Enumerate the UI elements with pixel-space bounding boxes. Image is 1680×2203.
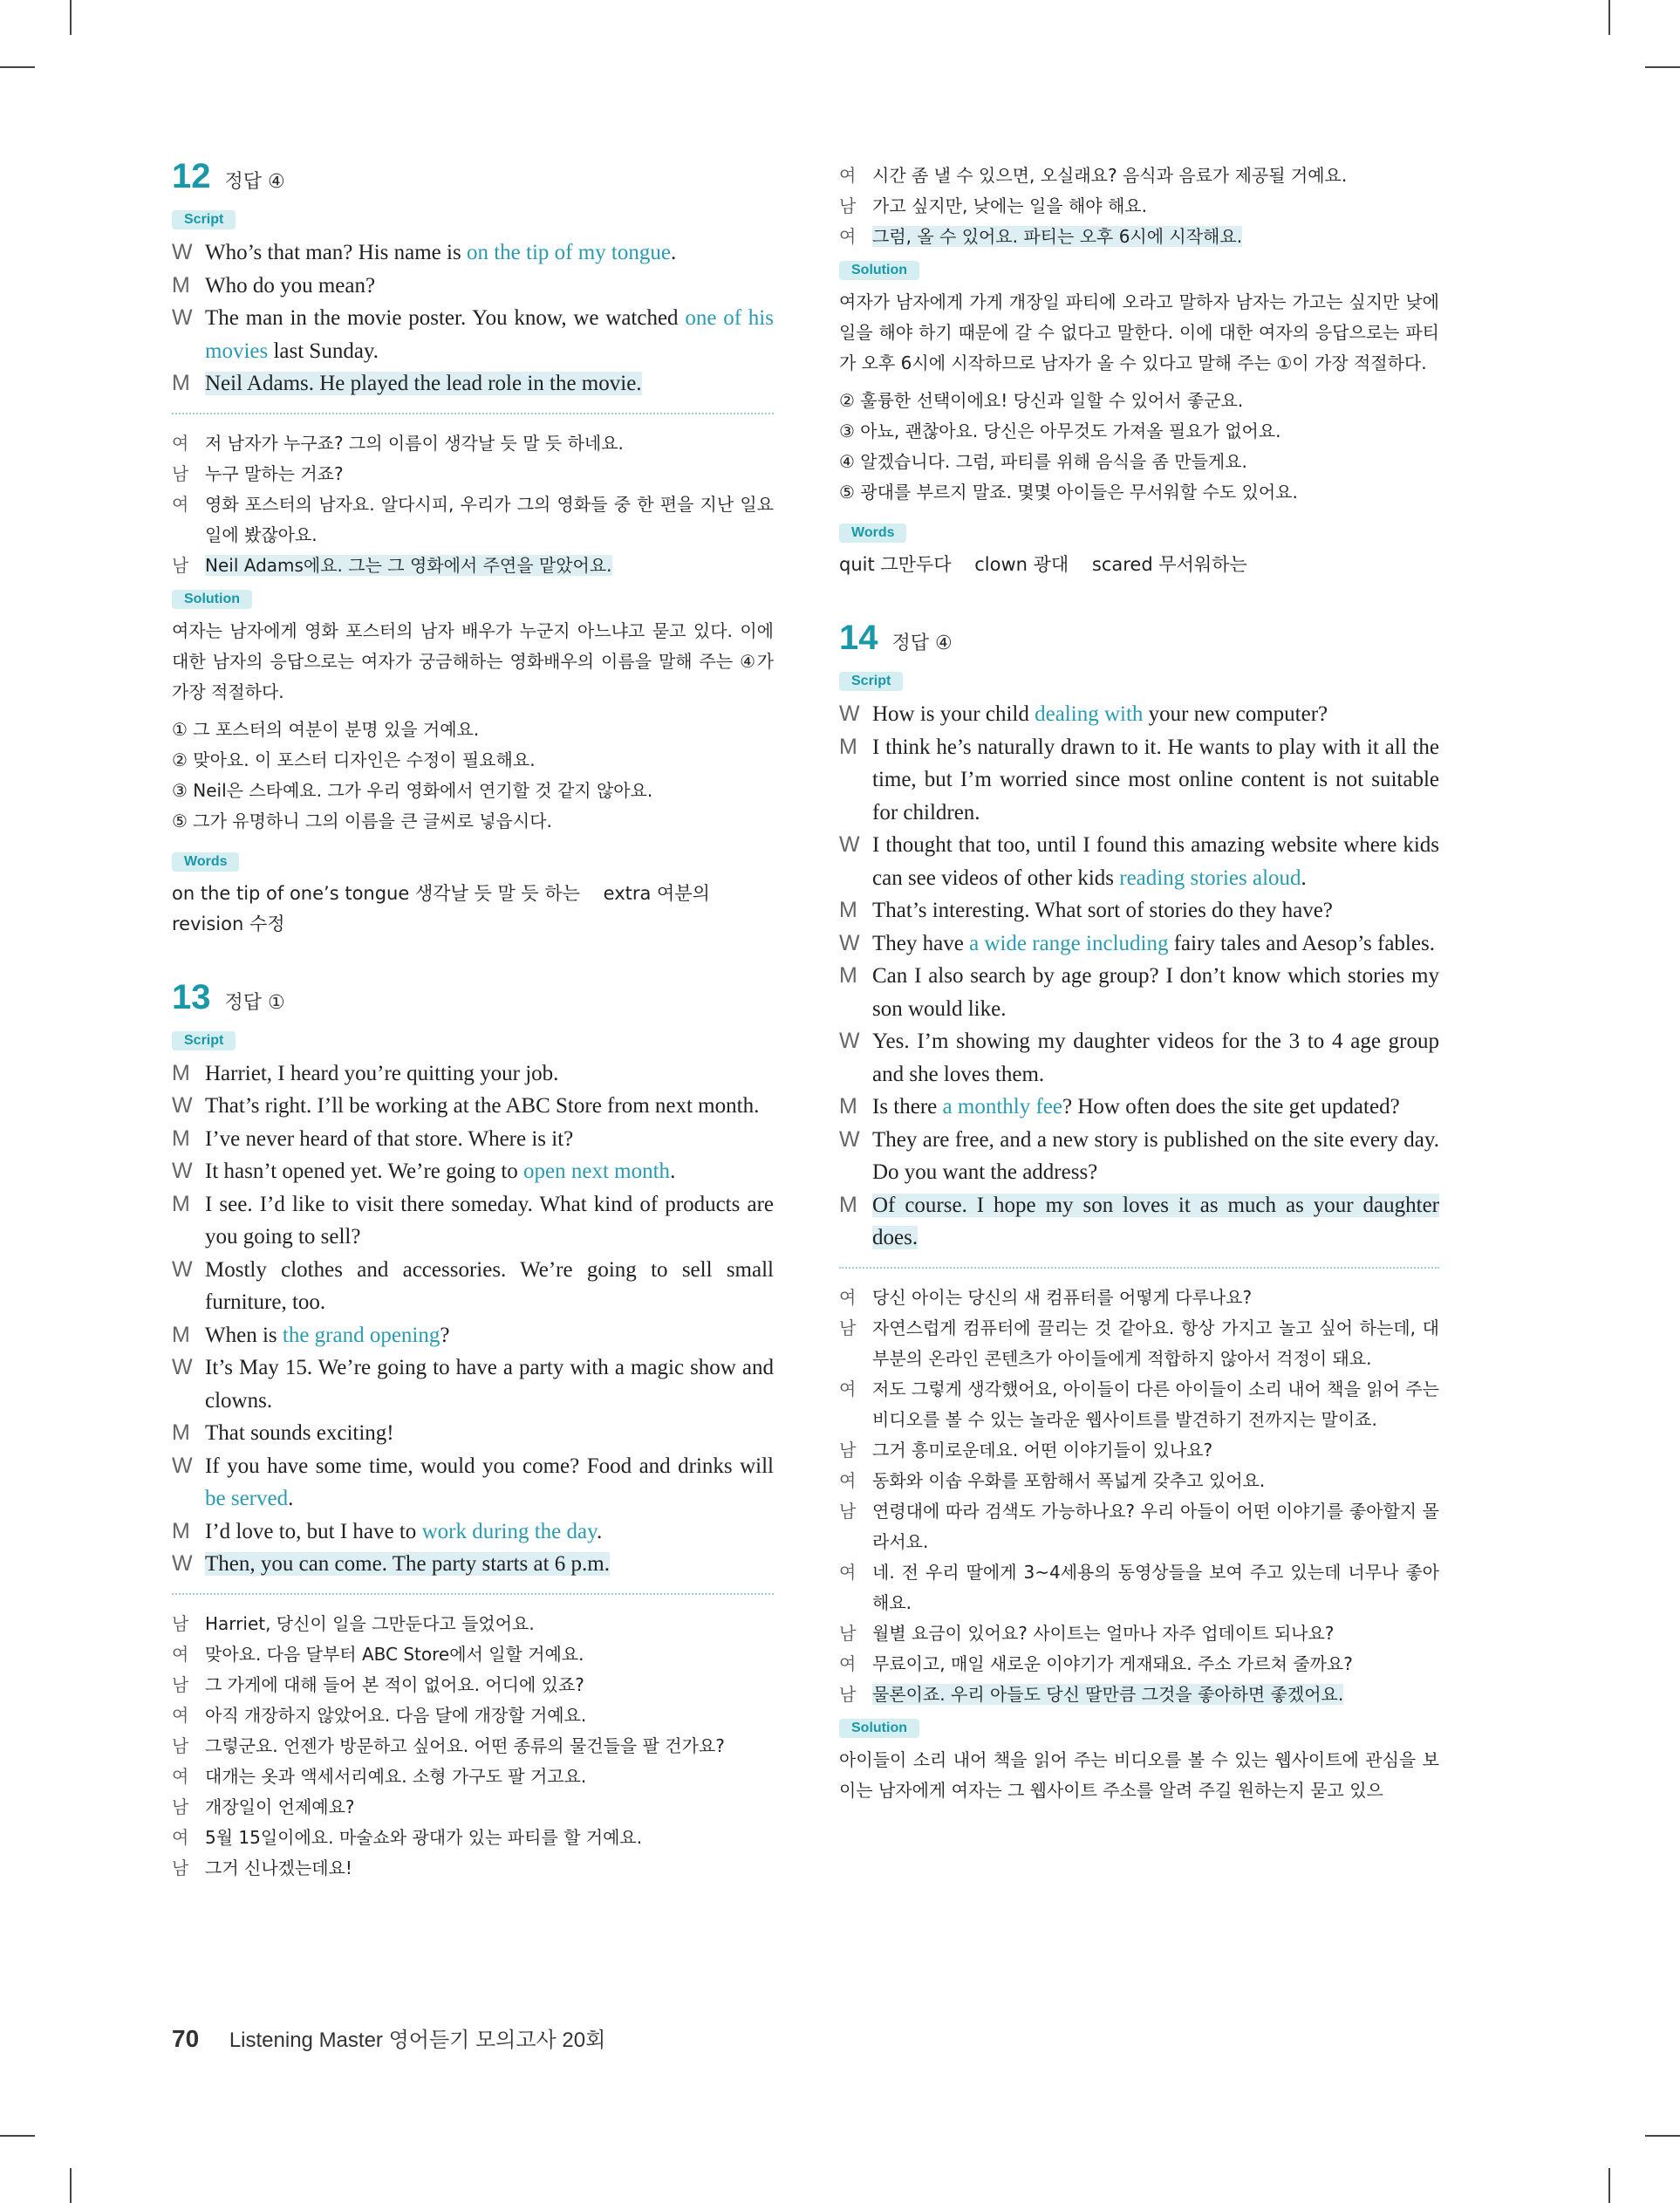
q13-words: quit 그만두다 clown 광대 scared 무서워하는 bbox=[839, 554, 1247, 575]
script-line bbox=[172, 270, 774, 303]
key-phrase: work during the day bbox=[421, 1519, 597, 1543]
translation-text bbox=[872, 1313, 1439, 1374]
text-segment: 5월 15일이에요. 마술쇼와 광대가 있는 파티를 할 거예요. bbox=[205, 1826, 643, 1848]
text-segment: 맞아요. 다음 달부터 ABC Store에서 일할 거예요. bbox=[205, 1643, 584, 1665]
translation-line bbox=[172, 1731, 774, 1762]
script-line bbox=[839, 829, 1439, 894]
text-segment: ? bbox=[440, 1323, 450, 1347]
speaker-label: 여 bbox=[172, 493, 189, 515]
script-line bbox=[172, 1351, 774, 1417]
script-line bbox=[839, 1025, 1439, 1091]
translation-text bbox=[872, 1649, 1439, 1680]
speaker-label: 남 bbox=[839, 1317, 857, 1338]
translation-line bbox=[839, 1313, 1439, 1374]
script-text bbox=[205, 236, 774, 270]
speaker-label: M bbox=[172, 1420, 190, 1445]
key-phrase: open next month bbox=[523, 1160, 671, 1183]
script-line bbox=[839, 731, 1439, 830]
right-column bbox=[839, 161, 1439, 1806]
key-phrase: dealing with bbox=[1035, 702, 1144, 726]
text-segment: Harriet, I heard you’re quitting your job. bbox=[205, 1061, 559, 1085]
translation-line bbox=[839, 161, 1439, 191]
text-segment: It hasn’t opened yet. We’re going to bbox=[205, 1160, 524, 1183]
translation-line bbox=[839, 1649, 1439, 1680]
translation-text bbox=[205, 459, 774, 489]
speaker-label: M bbox=[172, 371, 190, 395]
translation-line bbox=[172, 1792, 774, 1823]
text-segment: Is there bbox=[872, 1095, 943, 1119]
script-tag: Script bbox=[172, 210, 236, 229]
script-line bbox=[172, 1090, 774, 1123]
translation-line bbox=[172, 428, 774, 459]
script-line bbox=[172, 236, 774, 270]
text-segment: 무료이고, 매일 새로운 이야기가 게재돼요. 주소 가르쳐 줄까요? bbox=[872, 1652, 1353, 1674]
translation-text bbox=[205, 1609, 774, 1639]
speaker-label: 여 bbox=[839, 1652, 857, 1674]
key-phrase: the grand opening bbox=[282, 1323, 440, 1347]
text-segment: That’s right. I’ll be working at the ABC Store from next month. bbox=[205, 1094, 760, 1118]
speaker-label: M bbox=[172, 1518, 190, 1543]
translation-text bbox=[872, 1557, 1439, 1618]
script-text bbox=[872, 1091, 1439, 1124]
text-segment: 그 가게에 대해 들어 본 적이 없어요. 어디에 있죠? bbox=[205, 1673, 584, 1695]
text-segment: When is bbox=[205, 1323, 283, 1347]
text-segment: I think he’s naturally drawn to it. He wants to play with it all the time, but I’m worried since most online content is not suitable for children. bbox=[872, 735, 1439, 824]
text-segment: . bbox=[1301, 865, 1307, 890]
crop-mark bbox=[1608, 0, 1610, 35]
speaker-label: 남 bbox=[839, 1683, 857, 1705]
text-segment: That’s interesting. What sort of stories do they have? bbox=[872, 899, 1333, 922]
answer-line: 물론이죠. 우리 아들도 당신 딸만큼 그것을 좋아하면 좋겠어요. bbox=[872, 1683, 1344, 1705]
crop-mark bbox=[70, 2168, 72, 2203]
text-segment: . bbox=[288, 1487, 294, 1510]
speaker-label: 남 bbox=[172, 554, 189, 576]
script-text bbox=[205, 1254, 774, 1319]
crop-mark bbox=[1645, 66, 1680, 68]
translation-line bbox=[172, 489, 774, 551]
book-title: Listening Master 영어듣기 모의고사 20회 bbox=[229, 2029, 606, 2052]
text-segment: 그거 신나겠는데요! bbox=[205, 1857, 352, 1878]
translation-line bbox=[839, 1557, 1439, 1618]
crop-mark bbox=[0, 2135, 35, 2137]
text-segment: If you have some time, would you come? Food and drinks will bbox=[205, 1454, 774, 1478]
text-segment: 동화와 이솝 우화를 포함해서 폭넓게 갖추고 있어요. bbox=[872, 1469, 1266, 1491]
script-line bbox=[172, 1123, 774, 1156]
key-phrase: one of his movies bbox=[205, 306, 774, 363]
speaker-label: M bbox=[172, 1060, 190, 1085]
translation-text bbox=[205, 1792, 774, 1823]
speaker-label: 남 bbox=[839, 1622, 857, 1644]
answer-line: 그럼, 올 수 있어요. 파티는 오후 6시에 시작해요. bbox=[872, 226, 1243, 247]
script-text bbox=[205, 1319, 774, 1352]
translation-text bbox=[872, 1435, 1439, 1466]
key-phrase: reading stories aloud bbox=[1119, 865, 1301, 890]
translation-text bbox=[872, 1618, 1439, 1649]
key-phrase: a wide range including bbox=[969, 931, 1169, 955]
script-tag: Script bbox=[839, 672, 903, 691]
q14-korean-translation bbox=[839, 1283, 1439, 1710]
text-segment: . bbox=[670, 1160, 676, 1183]
q13-script bbox=[172, 1057, 774, 1581]
script-line bbox=[172, 1188, 774, 1254]
text-segment: 저 남자가 누구죠? 그의 이름이 생각날 듯 말 듯 하네요. bbox=[205, 432, 624, 454]
translation-line bbox=[839, 1283, 1439, 1313]
q12-options bbox=[172, 715, 774, 837]
q13-solution: 여자가 남자에게 가게 개장일 파티에 오라고 말하자 남자는 가고는 싶지만 낮에 일을 해야 하기 때문에 갈 수 없다고 말한다. 이에 대한 여자의 응답으로는 파티가 오후 6시에 시작하므로 남자가 올 수 있다고 말해 주는 ①이 가장 적절하다. bbox=[839, 291, 1439, 373]
speaker-label: W bbox=[172, 1453, 193, 1478]
script-line bbox=[839, 698, 1439, 731]
q12-korean-translation bbox=[172, 428, 774, 581]
speaker-label: 남 bbox=[839, 1439, 857, 1461]
left-column bbox=[172, 157, 774, 1884]
speaker-label: W bbox=[839, 930, 860, 955]
speaker-label: 남 bbox=[172, 1734, 189, 1756]
script-text bbox=[872, 927, 1439, 961]
text-segment: Mostly clothes and accessories. We’re going to sell small furniture, too. bbox=[205, 1257, 774, 1314]
text-segment: 연령대에 따라 검색도 가능하나요? 우리 아들이 어떤 이야기를 좋아할지 몰라서요. bbox=[872, 1500, 1439, 1552]
translation-line bbox=[172, 459, 774, 489]
q12-script bbox=[172, 236, 774, 400]
translation-line bbox=[839, 1496, 1439, 1557]
answer-label: 정답 ④ bbox=[891, 633, 953, 654]
words-tag: Words bbox=[839, 523, 906, 543]
script-line bbox=[839, 894, 1439, 927]
speaker-label: W bbox=[172, 1355, 193, 1379]
speaker-label: W bbox=[172, 305, 193, 330]
translation-text bbox=[205, 551, 774, 581]
script-line bbox=[172, 1548, 774, 1581]
script-text bbox=[872, 1124, 1439, 1189]
translation-text bbox=[205, 1853, 774, 1884]
text-segment: 그렇군요. 언젠가 방문하고 싶어요. 어떤 종류의 물건들을 팔 건가요? bbox=[205, 1734, 725, 1756]
text-segment: I’d love to, but I have to bbox=[205, 1519, 422, 1543]
translation-text bbox=[872, 161, 1439, 191]
speaker-label: W bbox=[839, 701, 860, 726]
speaker-label: M bbox=[839, 1094, 857, 1119]
text-segment: 아직 개장하지 않았어요. 다음 달에 개장할 거예요. bbox=[205, 1704, 587, 1726]
key-phrase: a monthly fee bbox=[942, 1095, 1062, 1119]
translation-line bbox=[172, 1823, 774, 1853]
text-segment: last Sunday. bbox=[268, 339, 379, 363]
q13-korean-translation bbox=[172, 1609, 774, 1884]
text-segment: It’s May 15. We’re going to have a party with a magic show and clowns. bbox=[205, 1356, 774, 1413]
script-line bbox=[839, 927, 1439, 961]
answer-line: Neil Adams. He played the lead role in the movie. bbox=[205, 372, 642, 395]
q12-words: on the tip of one’s tongue 생각날 듯 말 듯 하는 extra 여분의 revision 수정 bbox=[172, 882, 734, 934]
translation-text bbox=[205, 1700, 774, 1731]
text-segment: ? How often does the site get updated? bbox=[1062, 1095, 1400, 1119]
text-segment: 월별 요금이 있어요? 사이트는 얼마나 자주 업데이트 되나요? bbox=[872, 1622, 1335, 1644]
speaker-label: 남 bbox=[839, 195, 857, 216]
solution-tag: Solution bbox=[839, 261, 919, 280]
text-segment: Yes. I’m showing my daughter videos for the 3 to 4 age group and she loves them. bbox=[872, 1030, 1439, 1086]
crop-mark bbox=[70, 0, 72, 35]
translation-text bbox=[205, 1823, 774, 1853]
speaker-label: 남 bbox=[172, 1857, 189, 1878]
solution-tag: Solution bbox=[839, 1719, 919, 1738]
speaker-label: W bbox=[839, 832, 860, 857]
answer-line: Then, you can come. The party starts at 6 p.m. bbox=[205, 1552, 610, 1576]
option-item: ⑤ 그가 유명하니 그의 이름을 큰 글씨로 넣읍시다. bbox=[172, 810, 552, 831]
speaker-label: W bbox=[839, 1029, 860, 1053]
translation-line bbox=[839, 1466, 1439, 1496]
translation-line bbox=[839, 222, 1439, 252]
script-text bbox=[205, 367, 774, 400]
text-segment: 당신 아이는 당신의 새 컴퓨터를 어떻게 다루나요? bbox=[872, 1286, 1253, 1308]
script-text bbox=[205, 302, 774, 367]
text-segment: 시간 좀 낼 수 있으면, 오실래요? 음식과 음료가 제공될 거예요. bbox=[872, 165, 1348, 186]
script-line bbox=[172, 1450, 774, 1515]
script-tag: Script bbox=[172, 1031, 236, 1050]
option-item: ⑤ 광대를 부르지 말죠. 몇몇 아이들은 무서워할 수도 있어요. bbox=[839, 482, 1298, 503]
option-item: ① 그 포스터의 여분이 분명 있을 거예요. bbox=[172, 718, 480, 740]
text-segment: They are free, and a new story is published on the site every day. Do you want the address? bbox=[872, 1127, 1439, 1184]
translation-line bbox=[839, 1680, 1439, 1710]
question-13-header bbox=[172, 978, 774, 1017]
text-segment: Who’s that man? His name is bbox=[205, 241, 467, 264]
key-phrase: on the tip of my tongue bbox=[466, 241, 671, 264]
script-line bbox=[172, 1057, 774, 1091]
speaker-label: M bbox=[839, 1192, 857, 1217]
question-12-header bbox=[172, 157, 774, 196]
script-line bbox=[839, 1189, 1439, 1255]
translation-text bbox=[872, 222, 1439, 252]
script-line bbox=[172, 1155, 774, 1188]
translation-text bbox=[205, 1670, 774, 1700]
q12-solution: 여자는 남자에게 영화 포스터의 남자 배우가 누군지 아느냐고 묻고 있다. 이에 대한 남자의 응답으로는 여자가 궁금해하는 영화배우의 이름을 말해 주는 ④가 가장 적절하다. bbox=[172, 619, 774, 702]
key-phrase: be served bbox=[205, 1487, 289, 1510]
script-text bbox=[872, 960, 1439, 1025]
script-text bbox=[872, 894, 1439, 927]
text-segment: 누구 말하는 거죠? bbox=[205, 462, 344, 484]
speaker-label: M bbox=[839, 734, 857, 759]
words-tag: Words bbox=[172, 852, 239, 872]
question-number: 14 bbox=[839, 619, 878, 657]
translation-text bbox=[872, 1466, 1439, 1496]
text-segment: Harriet, 당신이 일을 그만둔다고 들었어요. bbox=[205, 1612, 535, 1634]
speaker-label: 여 bbox=[172, 1765, 189, 1787]
script-text bbox=[205, 1057, 774, 1091]
translation-line bbox=[172, 1762, 774, 1792]
speaker-label: W bbox=[172, 1159, 193, 1183]
text-segment: The man in the movie poster. You know, we watched bbox=[205, 306, 686, 330]
speaker-label: 남 bbox=[839, 1500, 857, 1522]
speaker-label: 여 bbox=[172, 1826, 189, 1848]
speaker-label: W bbox=[839, 1126, 860, 1152]
text-segment: That sounds exciting! bbox=[205, 1421, 394, 1445]
script-text bbox=[205, 1548, 774, 1581]
speaker-label: 여 bbox=[172, 432, 189, 454]
translation-text bbox=[872, 191, 1439, 222]
text-segment: I thought that too, until I found this amazing website where kids can see videos of other kids bbox=[872, 833, 1439, 890]
speaker-label: 여 bbox=[839, 1561, 857, 1583]
translation-line bbox=[839, 1618, 1439, 1649]
crop-mark bbox=[0, 66, 35, 68]
script-text bbox=[205, 1417, 774, 1450]
script-line bbox=[172, 302, 774, 367]
script-line bbox=[172, 1417, 774, 1450]
script-line bbox=[839, 1091, 1439, 1124]
crop-mark bbox=[1645, 2135, 1680, 2137]
translation-text bbox=[872, 1374, 1439, 1435]
translation-line bbox=[839, 1374, 1439, 1435]
speaker-label: 여 bbox=[172, 1643, 189, 1665]
speaker-label: 여 bbox=[172, 1704, 189, 1726]
translation-text bbox=[872, 1680, 1439, 1710]
translation-line bbox=[172, 1670, 774, 1700]
q13-korean-translation-cont bbox=[839, 161, 1439, 252]
script-text bbox=[205, 1155, 774, 1188]
speaker-label: 남 bbox=[172, 1796, 189, 1817]
script-line bbox=[839, 960, 1439, 1025]
q14-solution: 아이들이 소리 내어 책을 읽어 주는 비디오를 볼 수 있는 웹사이트에 관심을 보이는 남자에게 여자는 그 웹사이트 주소를 알려 주길 원하는지 묻고 있으 bbox=[839, 1748, 1439, 1801]
answer-label: 정답 ④ bbox=[224, 171, 285, 193]
question-14-header bbox=[839, 619, 1439, 658]
divider bbox=[839, 1267, 1439, 1269]
speaker-label: M bbox=[839, 963, 857, 988]
text-segment: 네. 전 우리 딸에게 3~4세용의 동영상들을 보여 주고 있는데 너무나 좋아해요. bbox=[872, 1561, 1439, 1613]
translation-text bbox=[205, 1639, 774, 1670]
translation-line bbox=[839, 191, 1439, 222]
divider bbox=[172, 1593, 774, 1595]
text-segment: I see. I’d like to visit there someday. What kind of products are you going to sell? bbox=[205, 1192, 774, 1249]
script-text bbox=[205, 270, 774, 303]
translation-line bbox=[172, 1700, 774, 1731]
speaker-label: M bbox=[172, 1125, 190, 1151]
option-item: ③ 아뇨, 괜찮아요. 당신은 아무것도 가져올 필요가 없어요. bbox=[839, 421, 1281, 441]
text-segment: 가고 싶지만, 낮에는 일을 해야 해요. bbox=[872, 195, 1147, 216]
script-text bbox=[872, 1025, 1439, 1091]
script-line bbox=[172, 367, 774, 400]
script-text bbox=[205, 1123, 774, 1156]
page-number: 70 bbox=[172, 2025, 200, 2052]
script-text bbox=[872, 829, 1439, 894]
script-line bbox=[172, 1319, 774, 1352]
answer-label: 정답 ① bbox=[224, 991, 285, 1014]
option-item: ② 맞아요. 이 포스터 디자인은 수정이 필요해요. bbox=[172, 749, 536, 770]
script-text bbox=[205, 1351, 774, 1417]
translation-line bbox=[172, 1609, 774, 1639]
translation-line bbox=[172, 1853, 774, 1884]
translation-line bbox=[172, 551, 774, 581]
speaker-label: 여 bbox=[839, 1469, 857, 1491]
text-segment: . bbox=[596, 1519, 603, 1543]
text-segment: 영화 포스터의 남자요. 알다시피, 우리가 그의 영화들 중 한 편을 지난 일요일에 봤잖아요. bbox=[205, 493, 774, 545]
script-text bbox=[872, 1189, 1439, 1255]
script-text bbox=[205, 1515, 774, 1549]
script-text bbox=[205, 1090, 774, 1123]
speaker-label: 남 bbox=[172, 1612, 189, 1634]
solution-tag: Solution bbox=[172, 590, 252, 609]
text-segment: 저도 그렇게 생각했어요, 아이들이 다른 아이들이 소리 내어 책을 읽어 주는 비디오를 볼 수 있는 놀라운 웹사이트를 발견하기 전까지는 말이죠. bbox=[872, 1378, 1439, 1430]
speaker-label: 여 bbox=[839, 1378, 857, 1399]
text-segment: 개장일이 언제예요? bbox=[205, 1796, 355, 1817]
speaker-label: 여 bbox=[839, 1286, 857, 1308]
text-segment: They have bbox=[872, 931, 970, 955]
text-segment: your new computer? bbox=[1143, 702, 1328, 726]
translation-text bbox=[205, 428, 774, 459]
speaker-label: 여 bbox=[839, 165, 857, 186]
script-line bbox=[172, 1254, 774, 1319]
text-segment: fairy tales and Aesop’s fables. bbox=[1168, 931, 1435, 955]
question-number: 13 bbox=[172, 977, 211, 1016]
answer-line: Of course. I hope my son loves it as much as your daughter does. bbox=[872, 1193, 1439, 1249]
script-text bbox=[205, 1450, 774, 1515]
translation-text bbox=[872, 1283, 1439, 1313]
text-segment: Can I also search by age group? I don’t know which stories my son would like. bbox=[872, 964, 1439, 1021]
text-segment: 자연스럽게 컴퓨터에 끌리는 것 같아요. 항상 가지고 놀고 싶어 하는데, 대부분의 온라인 콘텐츠가 아이들에게 적합하지 않아서 걱정이 돼요. bbox=[872, 1317, 1439, 1369]
speaker-label: 여 bbox=[839, 226, 857, 247]
option-item: ③ Neil은 스타예요. 그가 우리 영화에서 연기할 것 같지 않아요. bbox=[172, 779, 653, 801]
crop-mark bbox=[1608, 2168, 1610, 2203]
speaker-label: W bbox=[172, 1551, 193, 1576]
script-text bbox=[872, 731, 1439, 830]
translation-text bbox=[205, 1762, 774, 1792]
text-segment: Who do you mean? bbox=[205, 273, 376, 298]
text-segment: . bbox=[670, 241, 677, 264]
speaker-label: M bbox=[839, 898, 857, 922]
speaker-label: M bbox=[172, 1322, 190, 1347]
answer-line: Neil Adams에요. 그는 그 영화에서 주연을 맡았어요. bbox=[205, 554, 612, 576]
text-segment: 그거 흥미로운데요. 어떤 이야기들이 있나요? bbox=[872, 1439, 1213, 1461]
script-text bbox=[205, 1188, 774, 1254]
translation-line bbox=[172, 1639, 774, 1670]
translation-text bbox=[205, 1731, 774, 1762]
speaker-label: W bbox=[172, 1093, 193, 1118]
page-footer bbox=[172, 2022, 605, 2053]
script-line bbox=[172, 1515, 774, 1549]
question-number: 12 bbox=[172, 157, 211, 195]
script-line bbox=[839, 1124, 1439, 1189]
translation-line bbox=[839, 1435, 1439, 1466]
translation-text bbox=[872, 1496, 1439, 1557]
text-segment: 대개는 옷과 액세서리예요. 소형 가구도 팔 거고요. bbox=[205, 1765, 587, 1787]
text-segment: How is your child bbox=[872, 702, 1035, 726]
speaker-label: 남 bbox=[172, 1673, 189, 1695]
speaker-label: W bbox=[172, 240, 193, 264]
option-item: ④ 알겠습니다. 그럼, 파티를 위해 음식을 좀 만들게요. bbox=[839, 451, 1247, 472]
q14-script bbox=[839, 698, 1439, 1255]
translation-text bbox=[205, 489, 774, 551]
speaker-label: W bbox=[172, 1256, 193, 1282]
option-item: ② 훌륭한 선택이에요! 당신과 일할 수 있어서 좋군요. bbox=[839, 390, 1244, 411]
q13-options bbox=[839, 386, 1439, 508]
divider bbox=[172, 413, 774, 414]
speaker-label: M bbox=[172, 272, 190, 298]
script-text bbox=[872, 698, 1439, 731]
speaker-label: 남 bbox=[172, 462, 189, 484]
text-segment: I’ve never heard of that store. Where is it? bbox=[205, 1126, 574, 1151]
speaker-label: M bbox=[172, 1191, 190, 1216]
